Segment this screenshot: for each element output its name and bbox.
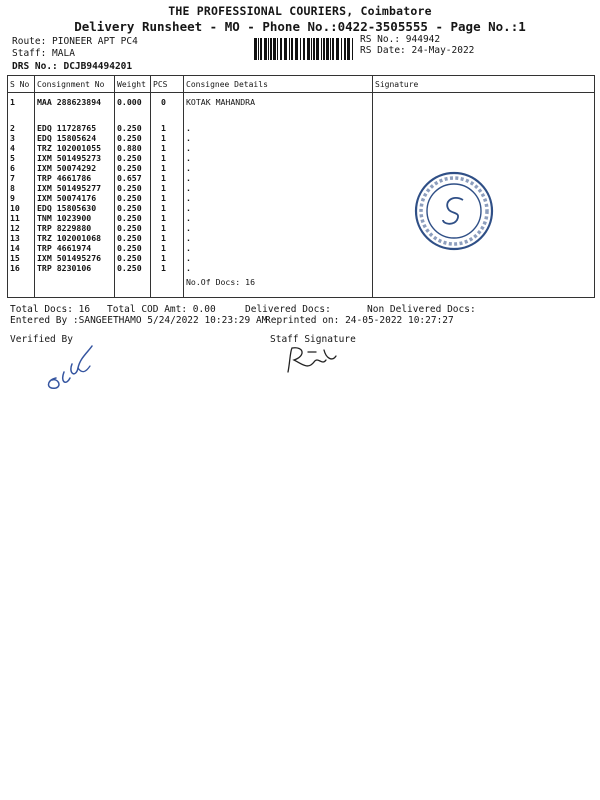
verified-by-label: Verified By	[10, 334, 73, 345]
total-cod-amount: Total COD Amt: 0.00	[107, 304, 216, 315]
table-row	[8, 253, 595, 263]
delivered-docs: Delivered Docs:	[245, 304, 331, 315]
cell-pcs: 1	[151, 263, 184, 273]
cell-signature	[373, 133, 595, 143]
non-delivered-docs: Non Delivered Docs:	[367, 304, 476, 315]
cell-signature	[373, 153, 595, 163]
cell-weight: 0.250	[115, 153, 151, 163]
verifier-signature	[38, 338, 108, 396]
cell-pcs: 1	[151, 183, 184, 193]
barcode-bar	[268, 38, 269, 60]
courier-stamp	[413, 170, 495, 252]
cell-consignee: .	[184, 233, 373, 243]
cell-weight: 0.250	[115, 203, 151, 213]
runsheet-table	[7, 75, 595, 298]
barcode-bar	[352, 38, 353, 60]
cell-sno: 14	[8, 243, 35, 253]
cell-consignment: TRP 4661974	[35, 243, 115, 253]
cell-sno: 7	[8, 173, 35, 183]
entered-by: Entered By :SANGEETHAMO 5/24/2022 10:23:29 AM	[10, 315, 268, 326]
barcode-bar	[326, 38, 329, 60]
cell-weight: 0.250	[115, 233, 151, 243]
cell-weight: 0.250	[115, 263, 151, 273]
cell-consignment: TRZ 102001068	[35, 233, 115, 243]
table-footer-row	[8, 287, 595, 298]
cell-sno: 10	[8, 203, 35, 213]
cell-pcs: 1	[151, 233, 184, 243]
table-row	[8, 173, 595, 183]
barcode-bar	[270, 38, 272, 60]
cell-weight: 0.250	[115, 183, 151, 193]
cell-pcs: 1	[151, 163, 184, 173]
barcode-bar	[264, 38, 267, 60]
cell-consignee: .	[184, 223, 373, 233]
table-row	[8, 133, 595, 143]
cell-signature	[373, 253, 595, 263]
cell-sno: 4	[8, 143, 35, 153]
cell-consignment: TRP 8229880	[35, 223, 115, 233]
table-row	[8, 143, 595, 153]
cell-consignment: EDQ 15805624	[35, 133, 115, 143]
table-row	[8, 243, 595, 253]
barcode-bar	[323, 38, 325, 60]
cell-pcs: 1	[151, 153, 184, 163]
cell-sno: 6	[8, 163, 35, 173]
barcode-bar	[321, 38, 322, 60]
table-row	[8, 263, 595, 273]
cell-weight: 0.250	[115, 253, 151, 263]
cell-consignment: MAA 288623894	[35, 93, 115, 124]
table-row	[8, 233, 595, 243]
barcode-bar	[311, 38, 312, 60]
cell-sno: 1	[8, 93, 35, 124]
cell-consignee: .	[184, 203, 373, 213]
barcode-bar	[303, 38, 305, 60]
cell-consignee: .	[184, 133, 373, 143]
cell-signature	[373, 263, 595, 273]
cell-weight: 0.250	[115, 243, 151, 253]
barcode-bar	[254, 38, 257, 60]
cell-sno: 12	[8, 223, 35, 233]
table-row	[8, 213, 595, 223]
cell-sno: 15	[8, 253, 35, 263]
table-header-row	[8, 76, 595, 93]
table-row	[8, 273, 595, 287]
cell-pcs: 1	[151, 253, 184, 263]
col-consignment: Consignment No	[35, 76, 115, 93]
cell-weight: 0.250	[115, 223, 151, 233]
cell-sno: 16	[8, 263, 35, 273]
cell-consignee: .	[184, 123, 373, 133]
col-signature: Signature	[373, 76, 595, 93]
cell-sno: 8	[8, 183, 35, 193]
reprinted-on: Reprinted on: 24-05-2022 10:27:27	[265, 315, 454, 326]
cell-consignment: TRZ 102001055	[35, 143, 115, 153]
cell-consignment: EDQ 15805630	[35, 203, 115, 213]
barcode	[254, 38, 354, 60]
staff-signature	[280, 342, 346, 376]
cell-pcs: 0	[151, 93, 184, 124]
barcode-bar	[341, 38, 342, 60]
cell-consignee: .	[184, 153, 373, 163]
barcode-bar	[289, 38, 290, 60]
col-sno: S No	[8, 76, 35, 93]
barcode-bar	[284, 38, 287, 60]
barcode-bar	[280, 38, 282, 60]
total-docs: Total Docs: 16	[10, 304, 91, 315]
rs-date: RS Date: 24-May-2022	[360, 45, 475, 56]
barcode-bar	[347, 38, 350, 60]
cell-consignment: IXM 50074176	[35, 193, 115, 203]
table-row	[8, 163, 595, 173]
cell-consignment: EDQ 11728765	[35, 123, 115, 133]
table-row	[8, 223, 595, 233]
cell-consignee: .	[184, 253, 373, 263]
barcode-bar	[316, 38, 319, 60]
cell-pcs: 1	[151, 213, 184, 223]
cell-weight: 0.250	[115, 163, 151, 173]
barcode-bar	[307, 38, 310, 60]
table-row	[8, 123, 595, 133]
barcode-bar	[336, 38, 339, 60]
cell-weight: 0.250	[115, 123, 151, 133]
cell-sno: 5	[8, 153, 35, 163]
cell-consignment: TRP 4661786	[35, 173, 115, 183]
barcode-bar	[277, 38, 278, 60]
cell-consignee: .	[184, 183, 373, 193]
barcode-bar	[295, 38, 298, 60]
cell-pcs: 1	[151, 143, 184, 153]
cell-weight: 0.250	[115, 133, 151, 143]
cell-pcs: 1	[151, 173, 184, 183]
col-consignee: Consignee Details	[184, 76, 373, 93]
cell-signature	[373, 143, 595, 153]
barcode-bar	[260, 38, 262, 60]
cell-pcs: 1	[151, 243, 184, 253]
cell-consignee: .	[184, 143, 373, 153]
staff-label: Staff: MALA	[12, 48, 75, 59]
cell-consignee: .	[184, 163, 373, 173]
barcode-bar	[300, 38, 301, 60]
cell-consignee: .	[184, 243, 373, 253]
rs-number-label: RS No.:	[360, 34, 401, 45]
cell-weight: 0.657	[115, 173, 151, 183]
company-title: THE PROFESSIONAL COURIERS, Coimbatore	[168, 4, 432, 18]
table-row	[8, 203, 595, 213]
cell-consignment: TRP 8230106	[35, 263, 115, 273]
cell-consignee: .	[184, 173, 373, 183]
cell-pcs: 1	[151, 203, 184, 213]
drs-number: DRS No.: DCJB94494201	[12, 61, 133, 72]
cell-sno: 9	[8, 193, 35, 203]
cell-consignment: IXM 501495273	[35, 153, 115, 163]
table-row	[8, 153, 595, 163]
cell-consignee: .	[184, 263, 373, 273]
barcode-bar	[258, 38, 259, 60]
barcode-bar	[313, 38, 315, 60]
cell-consignment: IXM 501495277	[35, 183, 115, 193]
cell-pcs: 1	[151, 123, 184, 133]
table-row	[8, 183, 595, 193]
barcode-bar	[332, 38, 334, 60]
barcode-bar	[344, 38, 346, 60]
rs-number	[360, 34, 440, 45]
cell-sno: 11	[8, 213, 35, 223]
table-row	[8, 93, 595, 124]
col-pcs: PCS	[151, 76, 184, 93]
table-row	[8, 193, 595, 203]
cell-sno: 13	[8, 233, 35, 243]
cell-signature	[373, 93, 595, 124]
cell-pcs: 1	[151, 223, 184, 233]
cell-weight: 0.250	[115, 213, 151, 223]
barcode-bar	[273, 38, 276, 60]
cell-consignment: IXM 501495276	[35, 253, 115, 263]
cell-consignment: TNM 1023900	[35, 213, 115, 223]
staff-signature-label: Staff Signature	[270, 334, 356, 345]
cell-pcs: 1	[151, 193, 184, 203]
cell-weight: 0.880	[115, 143, 151, 153]
cell-consignment: IXM 50074292	[35, 163, 115, 173]
cell-sno: 3	[8, 133, 35, 143]
cell-consignee: KOTAK MAHANDRA	[184, 93, 373, 124]
col-weight: Weight	[115, 76, 151, 93]
barcode-bar	[330, 38, 331, 60]
cell-consignee: .	[184, 193, 373, 203]
cell-weight: 0.000	[115, 93, 151, 124]
cell-pcs: 1	[151, 133, 184, 143]
no-of-docs: No.Of Docs: 16	[184, 273, 373, 287]
barcode-bar	[291, 38, 293, 60]
cell-sno: 2	[8, 123, 35, 133]
rs-number-value: 944942	[405, 34, 441, 45]
cell-consignee: .	[184, 213, 373, 223]
cell-signature	[373, 123, 595, 133]
cell-weight: 0.250	[115, 193, 151, 203]
route-label: Route: PIONEER APT PC4	[12, 36, 138, 47]
runsheet-subtitle: Delivery Runsheet - MO - Phone No.:0422-3505555 - Page No.:1	[74, 19, 526, 34]
